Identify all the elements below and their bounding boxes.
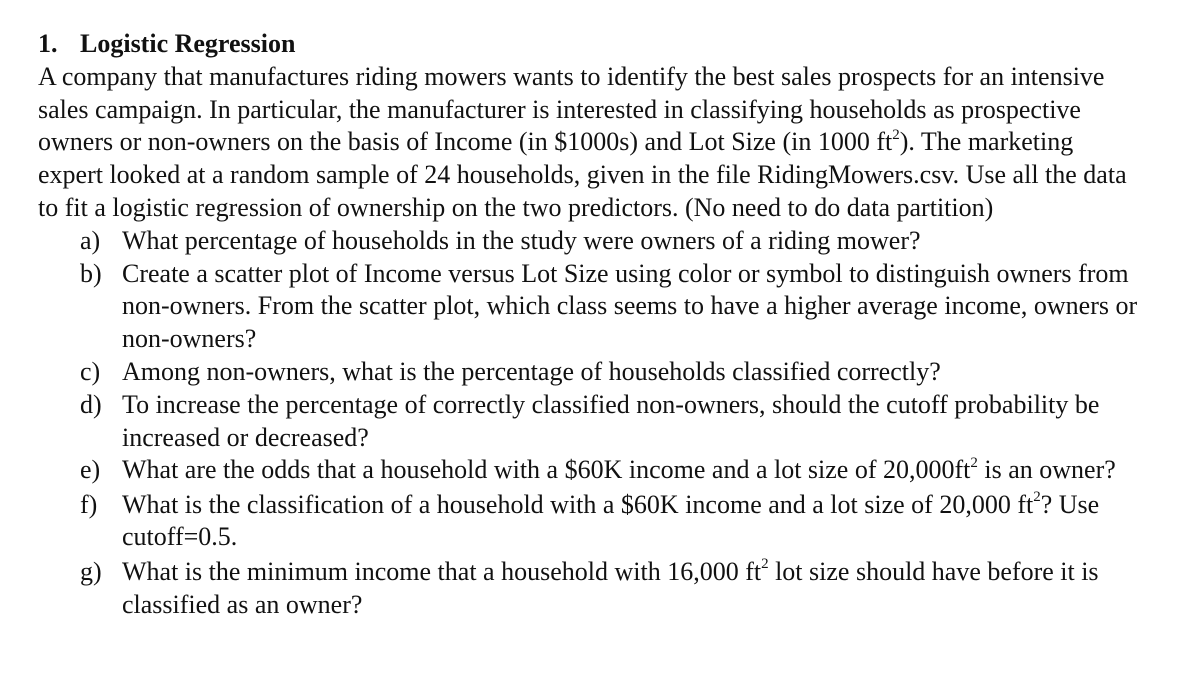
question-text: To increase the percentage of correctly classified non-owners, should the cutoff probability be increased or decreased? [122, 389, 1100, 452]
superscript-2: 2 [1033, 489, 1041, 505]
question-b [38, 258, 1142, 356]
question-text-before: What are the odds that a household with a $60K income and a lot size of 20,000ft [122, 455, 971, 485]
superscript-2: 2 [761, 556, 769, 573]
question-text: Among non-owners, what is the percentage of households classified correctly? [122, 356, 941, 386]
question-d [38, 389, 1142, 455]
question-text: What percentage of households in the study were owners of a riding mower? [122, 225, 921, 255]
intro-text-part2: ). The marketing expert looked at a random sample of 24 households, given in the file RidingMowers.csv. Use all the data to fit a logistic regression of ownership on the two predictors. (No need to do data partition) [38, 127, 1127, 222]
section-number: 1. [38, 29, 58, 58]
question-g [38, 556, 1142, 622]
question-text-before: What is the classification of a household with a $60K income and a lot size of 20,000 ft [122, 489, 1034, 519]
question-a [38, 225, 1142, 258]
intro-paragraph [38, 61, 1128, 225]
question-text-after: is an owner? [977, 455, 1116, 485]
question-c [38, 356, 1142, 389]
superscript-2: 2 [892, 126, 900, 143]
question-text: Create a scatter plot of Income versus Lot Size using color or symbol to distinguish owners from non-owners. From the scatter plot, which class seems to have a higher average income, owners or non-owners? [122, 258, 1138, 354]
question-letter: e) [80, 455, 101, 485]
question-list [38, 225, 1138, 622]
section-title: Logistic Regression [80, 29, 296, 58]
question-text-after: ? Use cutoff=0.5. [122, 489, 1100, 552]
section-heading [38, 28, 1138, 61]
question-letter: f) [80, 489, 98, 519]
question-f [38, 489, 1142, 555]
question-letter: b) [80, 258, 102, 288]
question-e [38, 454, 1142, 487]
question-letter: c) [80, 356, 101, 386]
superscript-2: 2 [970, 454, 978, 471]
question-letter: g) [80, 556, 102, 586]
question-letter: d) [80, 389, 102, 419]
question-text-before: What is the minimum income that a household with 16,000 ft [122, 556, 762, 586]
question-text-after: lot size should have before it is classified as an owner? [122, 556, 1099, 619]
question-letter: a) [80, 225, 101, 255]
intro-text-part1: A company that manufactures riding mowers wants to identify the best sales prospects for an intensive sales campaign. In particular, the manufacturer is interested in classifying households as prospective owners or non-owners on the basis of Income (in $1000s) and Lot Size (in 1000 ft [38, 61, 1105, 157]
